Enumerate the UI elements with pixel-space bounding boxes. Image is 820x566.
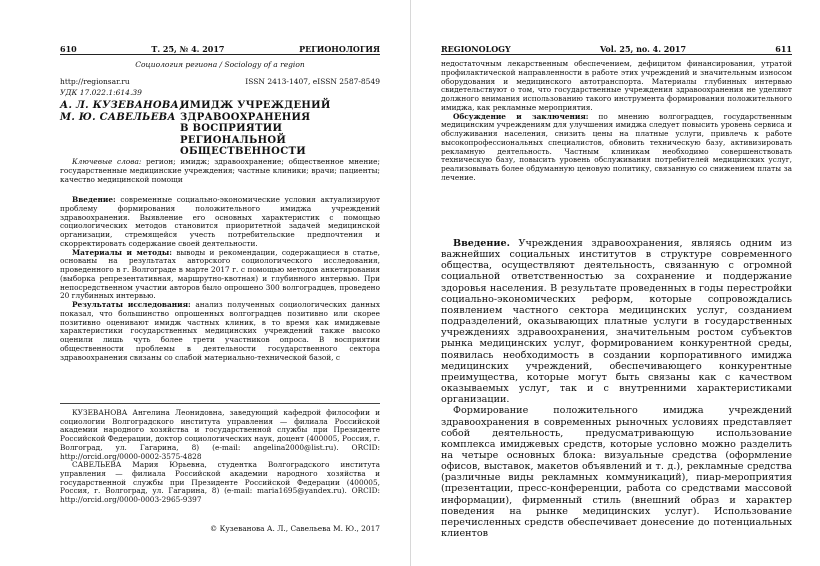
right-journal-issue: Vol. 25, no. 4. 2017 (599, 44, 687, 54)
keywords-label: Ключевые слова: (72, 157, 142, 166)
title-line-5: ОБЩЕСТВЕННОСТИ (180, 146, 306, 157)
title-line-4: РЕГИОНАЛЬНОЙ (180, 134, 287, 146)
body-paragraph-2: Формирование положительного имиджа учреждений здравоохранения в современных рыночных условиях представляет собой деятельность, предусматривающую использование комплекса имиджевых средств, которые условно можно разделить на четыре основных блока: визуальные средства (оформление офисов, выставок, макетов объявлений и т. д.), рекламные средства (различные виды рекламных коммуникаций), пиар-мероприятия (презентации, пресс-конференции, работа со средствами массовой информации), фирменный стиль (внешний образ и характер поведения на рынке медицинских услуг). Использование перечисленных средств обеспечивает донесение до потенциальных клиентов (441, 405, 792, 540)
article-title (180, 100, 380, 158)
author-info (60, 409, 380, 505)
results-text: анализ полученных социологических данных показал, что большинство опрошенных волгоградцев позитивно или скорее позитивно оценивают имидж частных клиник, в то время как имиджевые характеристики государственных медицинских учреждений также высоко оценили лишь чуть более трети участников опроса. В восприятии общественности проблемы в деятельности государственного сектора здравоохранения связаны со слабой материально-технической базой, с (60, 300, 380, 362)
left-running-header (60, 40, 380, 55)
author-2: М. Ю. САВЕЛЬЕВА (60, 112, 176, 123)
udc: УДК 17.022.1:614.39 (60, 88, 142, 97)
body-paragraph-1: Учреждения здравоохранения, являясь одним из важнейших социальных институтов в структуре современного общества, осуществляют деятельность, связанную с огромной социальной ответственностью за сохранение и поддержание здоровья населения. В результате проведенных в годы перестройки социально-экономических реформ, которые сопровождались появлением частного сектора медицинских услуг, созданием подразделений, оказывающих платные услуги в государственных учреждениях здравоохранения, значительным ростом субъектов рынка медицинских услуг, формированием конкурентной среды, появилась необходимость в создании корпоративного имиджа медицинских учреждений, обеспечивающего конкурентные преимущества, которые могут быть связаны как с качеством оказываемых услуг, так и с внутренними характеристиками организации. (441, 238, 792, 406)
keywords (60, 158, 380, 184)
discussion-label: Обсуждение и заключения: (453, 111, 589, 121)
abstract-continued (441, 60, 792, 183)
abstract-cont-text: недостаточным лекарственным обеспечением, дефицитом финансирования, утратой профилактической направленности в работе этих учреждений и значительным износом оборудования и медицинского автотранспорта. Материалы глубинных интервью свидетельствуют о том, что государственные учреждения здравоохранения не уделяют должного внимания использованию такого инструмента формирования положительного имиджа, как рекламные мероприятия. (441, 59, 792, 112)
journal-url[interactable]: http://regionsar.ru (60, 77, 130, 86)
methods-label: Материалы и методы: (72, 247, 172, 257)
right-running-header (441, 40, 792, 55)
title-line-2: ЗДРАВООХРАНЕНИЯ (180, 111, 311, 123)
discussion-text: по мнению волгоградцев, государственным медицинским учреждениям для улучшения имиджа следует повысить уровень сервиса и обслуживания населения, снизить цены на платные услуги, привлечь к работе высокопрофессиональных специалистов, обновить техническую базу, активизировать рекламную деятельность. Частным клиникам необходимо совершенствовать техническую базу, повысить уровень обслуживания потребителей медицинских услуг, реализовывать более обдуманную ценовую политику, связанную со снижением платы за лечение. (441, 111, 792, 182)
body-intro-label: Введение. (453, 238, 510, 249)
meta-row (60, 77, 380, 86)
intro-text: современные социально-экономические условия актуализируют проблему формирования положительного имиджа учреждений здравоохранения. Выявление его основных характеристик с помощью социологических методов становится приоритетной задачей медицинской организации, стремящейся учесть потребительские предпочтения и скорректировать содержание своей деятельности. (60, 195, 380, 248)
right-section-name: REGIONOLOGY (441, 44, 511, 54)
title-line-1: ИМИДЖ УЧРЕЖДЕНИЙ (180, 100, 331, 111)
author-2-info: САВЕЛЬЕВА Мария Юрьевна, студентка Волгоградского института управления — филиала Российской академии народного хозяйства и государственной службы при Президенте Российской Федерации (400005, Россия, г. Волгоград, ул. Гагарина, 8) (e-mail: maria1695@yandex.ru). ORCID: http://orcid.org/0000-0003-2965-9397 (60, 460, 380, 505)
authors-block (60, 100, 190, 124)
title-line-3: В ВОСПРИЯТИИ (180, 123, 283, 134)
left-section-name: РЕГИОНОЛОГИЯ (299, 44, 380, 54)
intro-label: Введение: (72, 195, 116, 204)
methods-text: выводы и рекомендации, содержащиеся в статье, основаны на результатах авторского социологического исследования, проведенного в г. Волгограде в марте 2017 г. с помощью методов анкетирования (выборка репрезентативная, маршрутно-квотная) и глубинного интервью. При непосредственном участии авторов было опрошено 300 волгоградцев, проведено 20 глубинных интервью. (60, 247, 380, 301)
left-page-number: 610 (60, 44, 77, 54)
abstract (60, 196, 380, 362)
left-journal-issue: Т. 25, № 4. 2017 (151, 44, 225, 54)
author-1-info: КУЗЕВАНОВА Ангелина Леонидовна, заведующий кафедрой философии и социологии Волгоградского института управления — филиала Российской академии народного хозяйства и государственной службы при Президенте Российской Федерации, доктор социологических наук, доцент (400005, Россия, г. Волгоград, ул. Гагарина, 8) (e-mail: angelina2000@list.ru). ORCID: http://orcid.org/0000-0002-3575-4828 (60, 408, 380, 461)
udc-row (60, 88, 380, 97)
article-body (441, 238, 792, 539)
author-1: А. Л. КУЗЕВАНОВА, (60, 100, 183, 111)
keywords-text: регион; имидж; здравоохранение; общественное мнение; государственные медицинские учреждения; частные клиники; врачи; пациенты; качество медицинской помощи (60, 157, 381, 184)
issn: ISSN 2413-1407, eISSN 2587-8549 (245, 77, 380, 86)
right-page (410, 0, 820, 566)
rubric: Социология региона / Sociology of a region (135, 60, 305, 69)
copyright: © Кузеванова А. Л., Савельева М. Ю., 2017 (209, 524, 380, 533)
right-page-number: 611 (775, 44, 792, 54)
footnote-rule (60, 403, 380, 404)
results-label: Результаты исследования: (72, 300, 191, 309)
